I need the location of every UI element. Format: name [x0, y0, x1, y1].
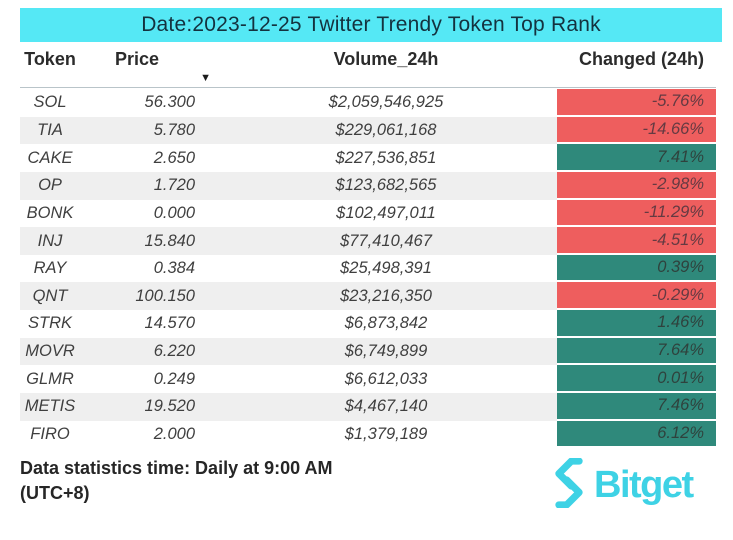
- table-row: [20, 144, 716, 172]
- changed-cell: -4.51%: [557, 227, 716, 255]
- price-cell: 0.249: [153, 369, 195, 388]
- token-cell: GLMR: [26, 369, 74, 388]
- table-row: [20, 365, 716, 393]
- price-cell: 15.840: [144, 231, 195, 250]
- token-cell: STRK: [27, 314, 72, 333]
- report-title: Date:2023-12-25 Twitter Trendy Token Top Rank: [20, 8, 722, 42]
- changed-cell: -11.29%: [557, 200, 716, 228]
- data-statistics-note: [20, 456, 440, 506]
- table-row: [20, 421, 716, 449]
- token-cell: SOL: [33, 93, 67, 112]
- changed-cell: 0.01%: [557, 365, 716, 393]
- changed-cell: -2.98%: [557, 172, 716, 200]
- changed-cell: 0.39%: [557, 255, 716, 283]
- price-cell: 14.570: [144, 314, 195, 333]
- price-cell: 56.300: [144, 93, 195, 112]
- changed-cell: -14.66%: [557, 117, 716, 145]
- table-row: [20, 200, 716, 228]
- token-cell: BONK: [26, 203, 74, 222]
- price-cell: 0.384: [153, 259, 195, 278]
- table-row: [20, 393, 716, 421]
- volume-cell: $25,498,391: [340, 259, 432, 278]
- token-cell: RAY: [33, 259, 67, 278]
- changed-cell: -0.29%: [557, 282, 716, 310]
- table-row: [20, 338, 716, 366]
- table-header: [20, 42, 716, 88]
- token-cell: FIRO: [30, 425, 70, 443]
- data-statistics-note-line2: (UTC+8): [20, 483, 90, 504]
- table-row: [20, 310, 716, 338]
- volume-cell: $1,379,189: [344, 425, 428, 443]
- volume-cell: $23,216,350: [340, 286, 432, 305]
- data-statistics-note-line1: Data statistics time: Daily at 9:00 AM: [20, 458, 333, 478]
- price-cell: 2.650: [153, 148, 195, 167]
- volume-cell: $6,612,033: [344, 369, 428, 388]
- token-cell: CAKE: [27, 148, 73, 167]
- volume-cell: $102,497,011: [336, 203, 436, 222]
- column-header-changed: [557, 42, 716, 87]
- table-row: [20, 117, 716, 145]
- price-cell: 5.780: [153, 120, 195, 139]
- volume-cell: $227,536,851: [335, 148, 437, 167]
- token-table-rows: [20, 89, 716, 448]
- volume-cell: $229,061,168: [335, 120, 437, 139]
- token-cell: INJ: [37, 231, 63, 250]
- volume-cell: $6,749,899: [344, 342, 428, 361]
- column-header-price: [110, 42, 215, 87]
- column-header-volume: [215, 42, 557, 87]
- column-header-token-label: Token: [24, 49, 76, 69]
- price-cell: 6.220: [153, 342, 195, 361]
- volume-cell: $123,682,565: [335, 176, 437, 195]
- bitget-logo-icon: [548, 458, 590, 513]
- volume-cell: $77,410,467: [340, 231, 432, 250]
- token-cell: QNT: [32, 286, 68, 305]
- column-header-changed-label: Changed (24h): [578, 49, 704, 69]
- changed-cell: 1.46%: [557, 310, 716, 338]
- changed-cell: -5.76%: [557, 89, 716, 117]
- token-cell: TIA: [37, 120, 63, 139]
- sort-descending-icon[interactable]: ▼: [200, 72, 211, 84]
- price-cell: 2.000: [153, 425, 195, 443]
- table-row: [20, 89, 716, 117]
- volume-cell: $6,873,842: [344, 314, 428, 333]
- column-header-token: [20, 42, 110, 87]
- token-cell: METIS: [24, 397, 76, 416]
- changed-cell: 7.41%: [557, 144, 716, 172]
- changed-cell: 7.64%: [557, 338, 716, 366]
- table-row: [20, 227, 716, 255]
- token-cell: MOVR: [25, 342, 75, 361]
- price-cell: 100.150: [135, 286, 195, 305]
- token-cell: OP: [38, 176, 62, 195]
- price-cell: 0.000: [153, 203, 195, 222]
- volume-cell: $4,467,140: [344, 397, 428, 416]
- bitget-logo-text: Bitget: [594, 464, 693, 506]
- bitget-logo: [548, 458, 693, 513]
- price-cell: 1.720: [153, 176, 195, 195]
- table-row: [20, 172, 716, 200]
- column-header-volume-label: Volume_24h: [333, 49, 439, 69]
- table-row: [20, 282, 716, 310]
- price-cell: 19.520: [144, 397, 195, 416]
- table-row: [20, 255, 716, 283]
- changed-cell: 7.46%: [557, 393, 716, 421]
- column-header-price-label: Price: [115, 49, 160, 69]
- volume-cell: $2,059,546,925: [328, 93, 444, 112]
- changed-cell: 6.12%: [557, 421, 716, 449]
